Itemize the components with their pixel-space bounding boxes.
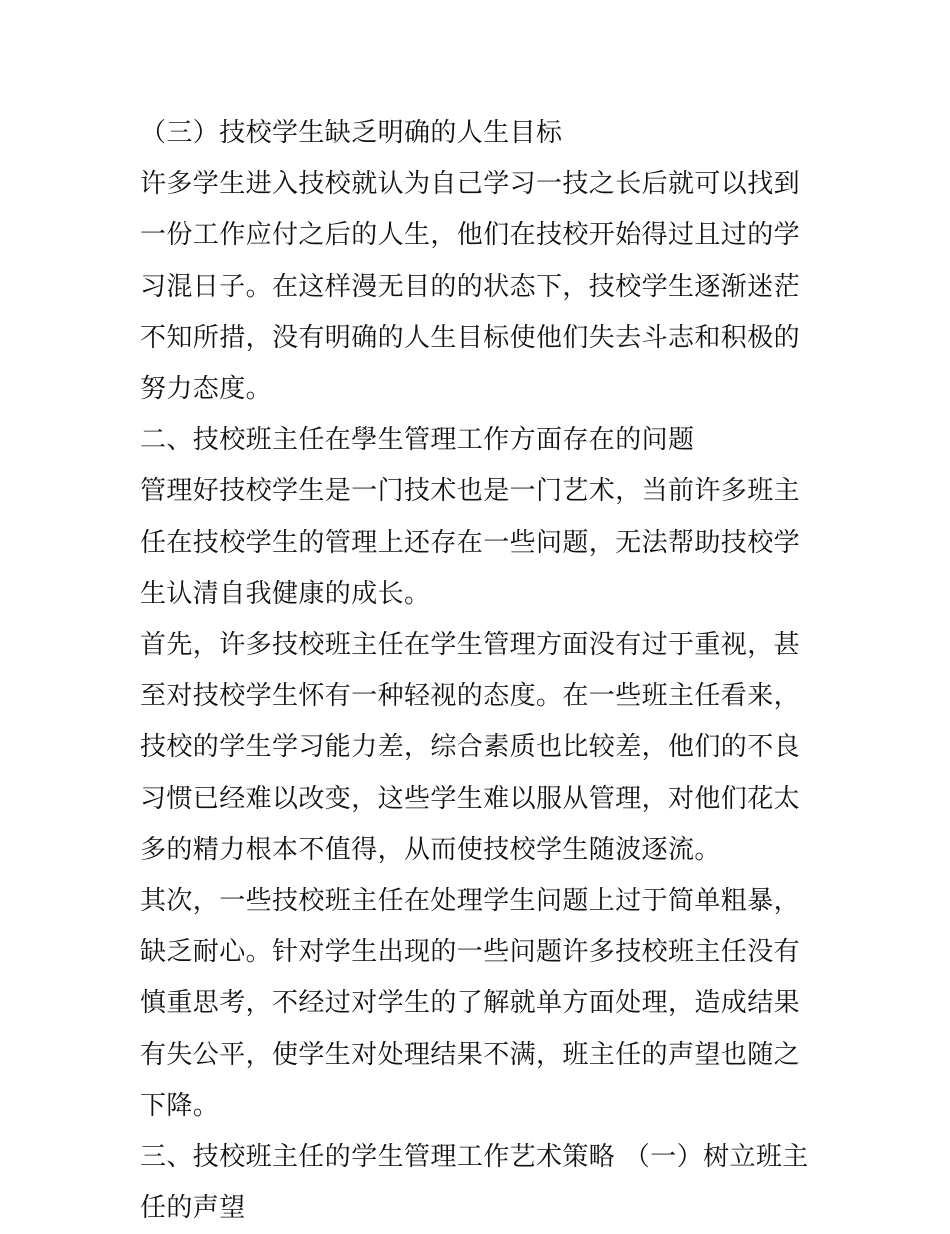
document-body <box>140 108 820 1234</box>
paragraph-second-rough-handling: 其次，一些技校班主任在处理学生问题上过于简单粗暴，缺乏耐心。针对学生出现的一些问题许多技校班主任没有慎重思考，不经过对学生的了解就单方面处理，造成结果有失公平，使学生对处理结果不满，班主任的声望也随之下降。 <box>140 886 801 1121</box>
section-heading-problems: 二、技校班主任在學生管理工作方面存在的问题 <box>140 425 695 456</box>
paragraph-first-neglect: 首先，许多技校班主任在学生管理方面没有过于重视，甚至对技校学生怀有一种轻视的态度。在一些班主任看来，技校的学生学习能力差，综合素质也比较差，他们的不良习惯已经难以改变，这些学生难以服从管理，对他们花太多的精力根本不值得，从而使技校学生随波逐流。 <box>140 630 801 865</box>
paragraph-management-art: 管理好技校学生是一门技术也是一门艺术，当前许多班主任在技校学生的管理上还存在一些问题，无法帮助技校学生认清自我健康的成长。 <box>140 476 801 609</box>
subheading-lack-of-goals: （三）技校学生缺乏明确的人生目标 <box>140 118 563 148</box>
section-heading-strategies: 三、技校班主任的学生管理工作艺术策略 （一）树立班主任的声望 <box>140 1142 809 1224</box>
paragraph-aimless-students: 许多学生进入技校就认为自己学习一技之长后就可以找到一份工作应付之后的人生，他们在技校开始得过且过的学习混日子。在这样漫无目的的状态下，技校学生逐渐迷茫不知所措，没有明确的人生目标使他们失去斗志和积极的努力态度。 <box>140 169 801 405</box>
